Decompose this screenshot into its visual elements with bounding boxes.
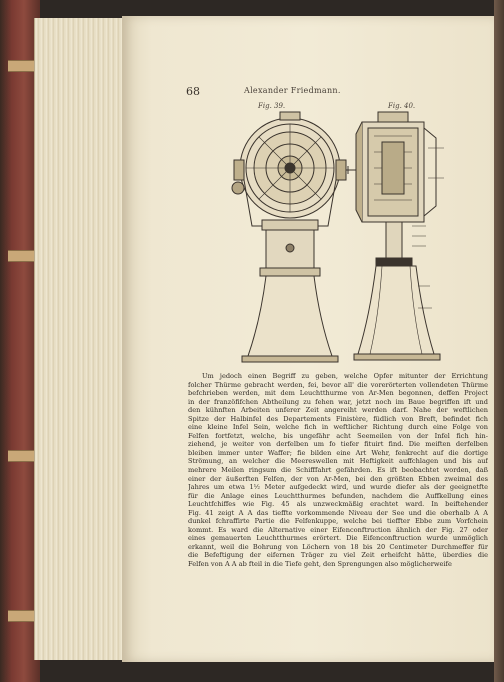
- text-line: kommt. Es ward die Alternative einer Eifenconftruction ähnlich der Fig. 27 oder: [188, 525, 488, 534]
- text-line: Leuchtfchiffes wie Fig. 45 als unzweckmäßig erachtet ward. In beiftehender: [188, 500, 488, 509]
- text-line: in der franzöfifchen Abtheilung zu fehen war, jetzt noch im Baue begriffen ift und: [188, 397, 488, 406]
- text-line: Felfen fortfetzt, welche, bis ungefähr acht Seemeilen von der Infel fich hin-: [188, 431, 488, 440]
- text-line: bleiben immer unter Waffer; fie bilden eine Art Wehr, fenkrecht auf die dortige: [188, 448, 488, 457]
- figure-caption: Fig. 40.: [388, 102, 416, 110]
- text-line: befchrieben werden, mit dem Leuchtthurme von Ar-Men begonnen, deffen Project: [188, 389, 488, 398]
- text-line: folcher Thürme gebracht werden, fei, bevor all' die vorerörterten vollendeten Thürme: [188, 380, 488, 389]
- binding-band: [8, 60, 36, 72]
- page-number: 68: [186, 85, 200, 98]
- text-line: dunkel fchraffirte Partie die Felfenkuppe, welche bei tieffter Ebbe zum Vorfchein: [188, 517, 488, 526]
- text-line: den kühnften Arbeiten unferer Zeit angereiht werden darf. Nahe der weftlichen: [188, 406, 488, 415]
- text-line: die Befeftigung der eifernen Träger zu viel Zeit erheifcht hätte, überdies die: [188, 551, 488, 560]
- text-line: erkannt, weil die Bohrung von Löchern von 18 bis 20 Centimeter Durchmeffer für: [188, 542, 488, 551]
- text-line: mehrere Meilen ringsum die Schifffahrt gefährden. Es ift beobachtet worden, daß: [188, 466, 488, 475]
- book-cover-edge: [494, 0, 504, 682]
- lamp-section-view-figure: [352, 108, 452, 370]
- binding-band: [8, 450, 36, 462]
- text-line: für die Anlage eines Leuchtthurmes befunden, nachdem die Auffkellung eines: [188, 491, 488, 500]
- page-edges: [34, 18, 125, 660]
- text-line: Felfen von A A ab fteil in die Tiefe geht, den Sprengungen also möglicherweife: [188, 560, 452, 569]
- text-line: Spitze der Halbinfel des Departements Finistère, füdlich von Breft, befindet fich: [188, 414, 488, 423]
- text-line: Jahres um etwa 1½ Meter aufgedeckt wird, und wurde diefer als der geeignetfte: [188, 483, 488, 492]
- header-author: Alexander Friedmann.: [244, 86, 341, 95]
- text-line: Strömung, an welcher die Meereswellen mit Heftigkeit auffchlagen und bis auf: [188, 457, 488, 466]
- lamp-front-view-figure: [222, 108, 362, 370]
- text-line: Fig. 41 zeigt A A das tieffte vorkommende Niveau der See und die oberhalb A A: [188, 508, 488, 517]
- running-head: [186, 85, 476, 99]
- text-line: ziehend, je weiter von derfelben um fo tiefer fituirt find. Die meiften derfelben: [188, 440, 488, 449]
- text-line: eines gemauerten Leuchtthurmes erörtert. Die Eifenconftruction wurde unmöglich: [188, 534, 488, 543]
- binding-band: [8, 610, 36, 622]
- text-line: eine kleine Infel Sein, welche fich in weftlicher Richtung durch eine Folge von: [188, 423, 488, 432]
- figure-caption: Fig. 39.: [258, 102, 286, 110]
- text-line: einer der äußerften Felfen, der von Ar-Men, bei den größten Ebben zweimal des: [188, 474, 488, 483]
- body-text: [188, 372, 488, 569]
- text-line: Um jedoch einen Begriff zu geben, welche Opfer mitunter der Errichtung: [202, 372, 488, 380]
- binding-band: [8, 250, 36, 262]
